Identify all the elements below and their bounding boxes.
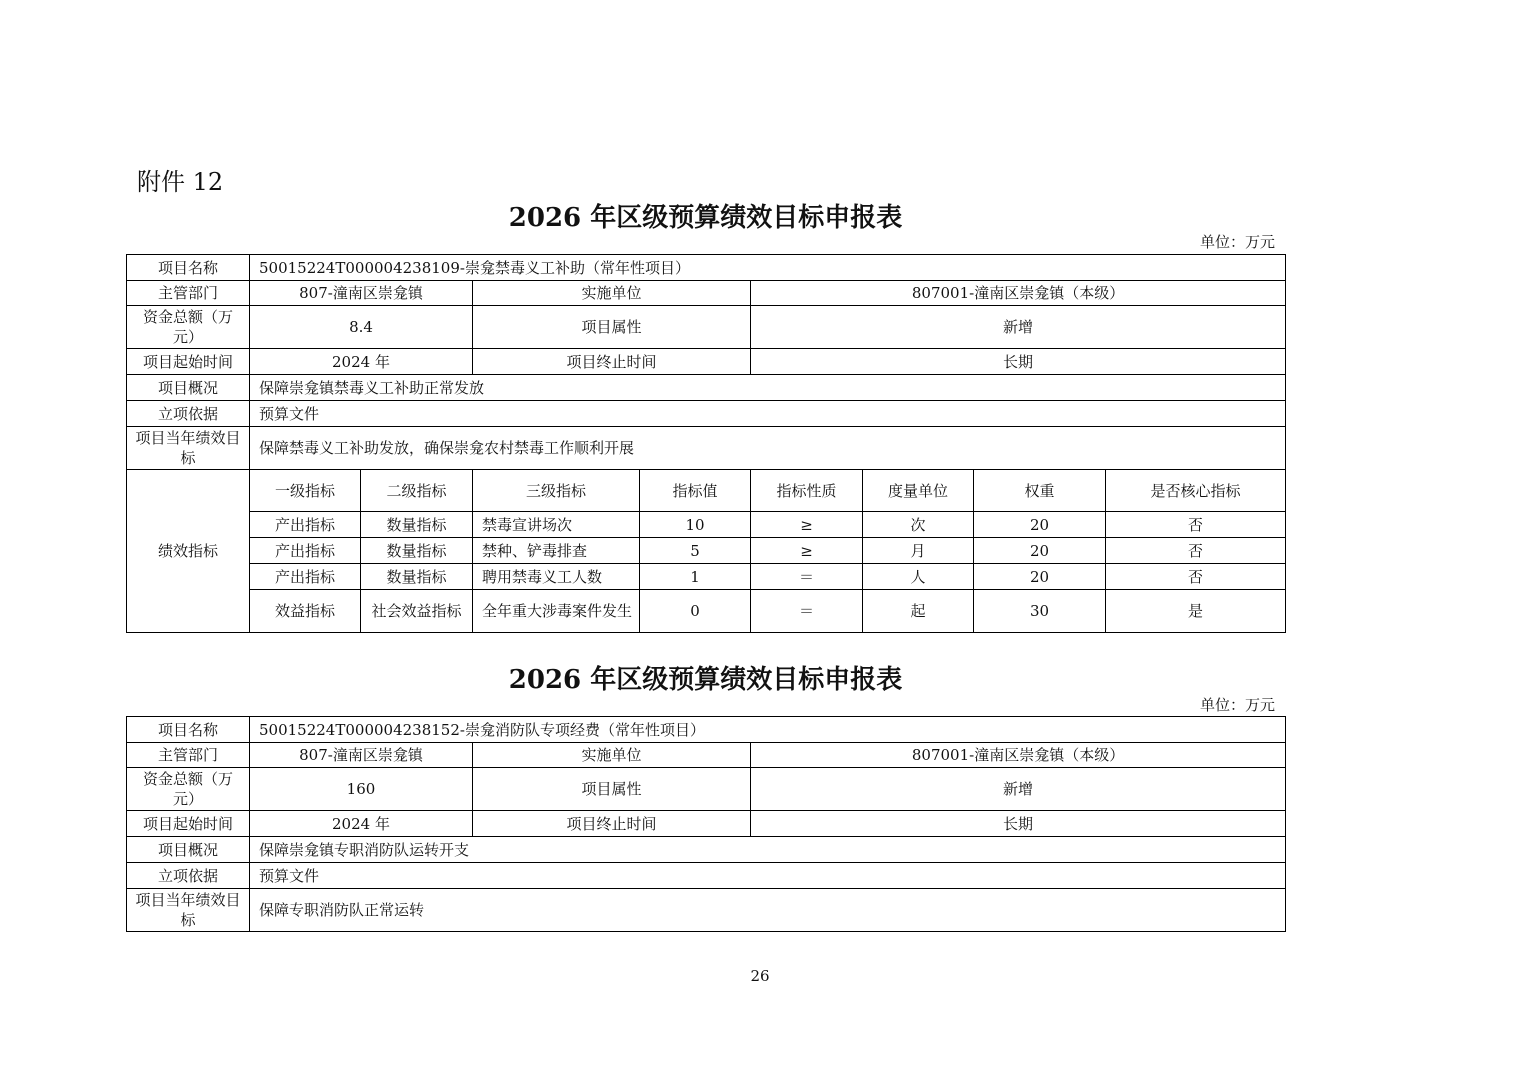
label: 项目名称 [127,717,250,743]
label: 资金总额（万元） [127,306,250,349]
value: 2024 年 [250,349,473,375]
cell: 20 [974,512,1106,538]
label: 项目起始时间 [127,811,250,837]
table2 [126,716,1286,932]
cell: 聘用禁毒义工人数 [473,564,640,590]
cell: 是 [1106,590,1286,633]
value: 新增 [751,306,1286,349]
cell: ≥ [751,538,863,564]
table1-unit: 单位：万元 [1199,233,1275,251]
cell: 1 [640,564,751,590]
label: 立项依据 [127,401,250,427]
label: 主管部门 [127,281,250,306]
label: 项目名称 [127,255,250,281]
attachment-label: 附件 12 [137,168,224,196]
value: 预算文件 [250,863,1286,889]
cell: 人 [863,564,974,590]
label: 项目当年绩效目标 [127,889,250,932]
cell: 次 [863,512,974,538]
row-basis [127,863,1286,889]
value: 160 [250,768,473,811]
label: 立项依据 [127,863,250,889]
cell: 数量指标 [361,538,473,564]
row-goal [127,889,1286,932]
indicator-row [127,512,1286,538]
row-period [127,811,1286,837]
value: 807001-潼南区崇龛镇（本级） [751,743,1286,768]
value: 长期 [751,349,1286,375]
label: 项目概况 [127,375,250,401]
header-cell: 指标性质 [751,470,863,512]
cell: 效益指标 [250,590,361,633]
row-fund [127,306,1286,349]
label: 项目概况 [127,837,250,863]
cell: ≥ [751,512,863,538]
indicators-label: 绩效指标 [127,470,250,633]
row-overview [127,375,1286,401]
row-project-name [127,717,1286,743]
cell: 禁种、铲毒排查 [473,538,640,564]
table1 [126,254,1286,633]
row-fund [127,768,1286,811]
cell: 0 [640,590,751,633]
indicator-row [127,538,1286,564]
value: 807-潼南区崇龛镇 [250,281,473,306]
header-cell: 指标值 [640,470,751,512]
cell: 20 [974,564,1106,590]
label: 项目属性 [473,306,751,349]
table2-title: 2026 年区级预算绩效目标申报表 [508,665,903,695]
value: 807001-潼南区崇龛镇（本级） [751,281,1286,306]
cell: 否 [1106,512,1286,538]
cell: 5 [640,538,751,564]
indicator-row [127,590,1286,633]
header-cell: 是否核心指标 [1106,470,1286,512]
cell: 产出指标 [250,512,361,538]
cell: 社会效益指标 [361,590,473,633]
cell: ＝ [751,564,863,590]
cell: 30 [974,590,1106,633]
value: 50015224T000004238109-崇龛禁毒义工补助（常年性项目） [250,255,1286,281]
cell: 数量指标 [361,564,473,590]
indicator-row [127,564,1286,590]
label: 项目终止时间 [473,349,751,375]
value: 长期 [751,811,1286,837]
cell: ＝ [751,590,863,633]
cell: 产出指标 [250,538,361,564]
label: 实施单位 [473,743,751,768]
value: 预算文件 [250,401,1286,427]
value: 保障崇龛镇禁毒义工补助正常发放 [250,375,1286,401]
row-goal [127,427,1286,470]
header-cell: 权重 [974,470,1106,512]
row-department [127,743,1286,768]
cell: 禁毒宣讲场次 [473,512,640,538]
header-cell: 度量单位 [863,470,974,512]
label: 项目起始时间 [127,349,250,375]
value: 保障禁毒义工补助发放，确保崇龛农村禁毒工作顺利开展 [250,427,1286,470]
header-cell: 二级指标 [361,470,473,512]
row-overview [127,837,1286,863]
row-project-name [127,255,1286,281]
value: 新增 [751,768,1286,811]
value: 807-潼南区崇龛镇 [250,743,473,768]
row-period [127,349,1286,375]
cell: 否 [1106,564,1286,590]
cell: 产出指标 [250,564,361,590]
label: 项目当年绩效目标 [127,427,250,470]
value: 保障崇龛镇专职消防队运转开支 [250,837,1286,863]
cell: 月 [863,538,974,564]
label: 主管部门 [127,743,250,768]
header-cell: 三级指标 [473,470,640,512]
value: 8.4 [250,306,473,349]
cell: 否 [1106,538,1286,564]
cell: 10 [640,512,751,538]
label: 资金总额（万元） [127,768,250,811]
cell: 20 [974,538,1106,564]
cell: 起 [863,590,974,633]
row-basis [127,401,1286,427]
indicator-header-row [127,470,1286,512]
header-cell: 一级指标 [250,470,361,512]
page-number: 26 [750,967,770,985]
label: 项目终止时间 [473,811,751,837]
value: 保障专职消防队正常运转 [250,889,1286,932]
label: 项目属性 [473,768,751,811]
cell: 数量指标 [361,512,473,538]
table2-unit: 单位：万元 [1199,696,1275,714]
cell: 全年重大涉毒案件发生 [473,590,640,633]
row-department [127,281,1286,306]
table1-title: 2026 年区级预算绩效目标申报表 [508,203,903,233]
value: 2024 年 [250,811,473,837]
label: 实施单位 [473,281,751,306]
value: 50015224T000004238152-崇龛消防队专项经费（常年性项目） [250,717,1286,743]
